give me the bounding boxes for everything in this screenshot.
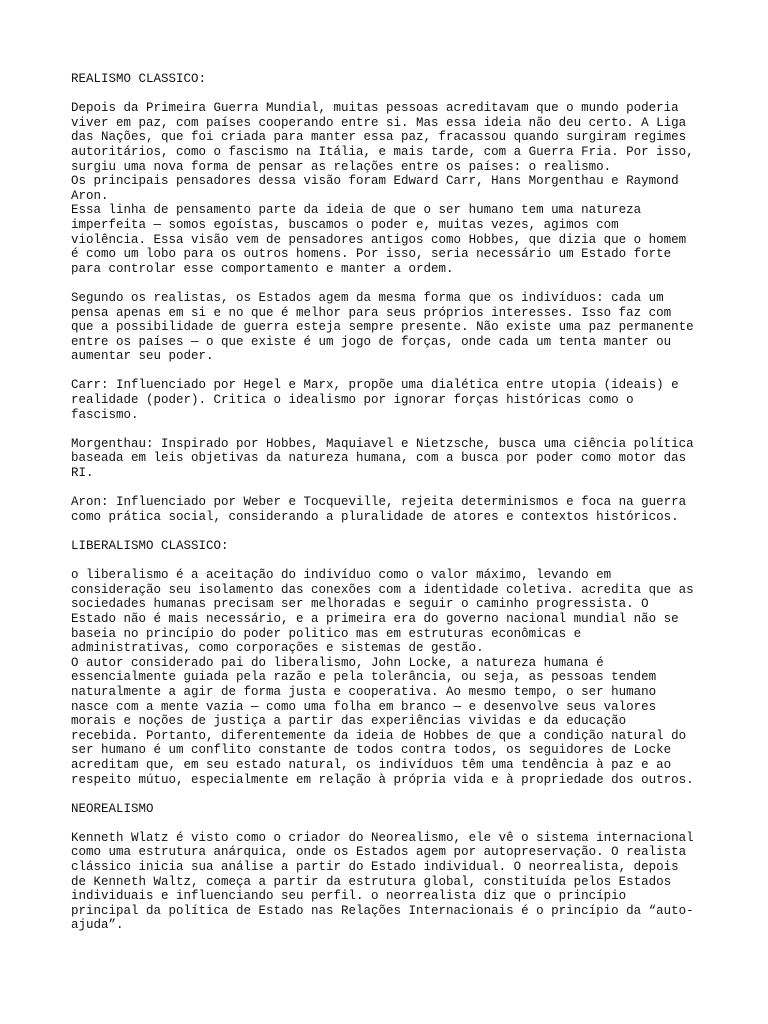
paragraph-liberalismo: o liberalismo é a aceitação do indivíduo como o valor máximo, levando em consideração seu isolamento das conexões com a identidade coletiva. acredita que as sociedades humanas precisam ser melhoradas e seguir o caminho progressista. O Estado não é mais necessário, e a primeira era do governo nacional mundial não se baseia no princípio do poder politico mas em estruturas econômicas e administrativas, como corporações e sistemas de gestão. O autor considerado pai do liberalismo, John Locke, a natureza humana é essencialmente guiada pela razão e pela tolerância, ou seja, as pessoas tendem naturalmente a agir de forma justa e cooperativa. Ao mesmo tempo, o ser humano nasce com a mente vazia — como uma folha em branco — e desenvolve seus valores morais e noções de justiça a partir das experiências vividas e da educação recebida. Portanto, diferentemente da ideia de Hobbes de que a condição natural do ser humano é um conflito constante de todos contra todos, os seguidores de Locke acreditam que, em seu estado natural, os indivíduos têm uma tendência à paz e ao respeito mútuo, especialmente em relação à própria vida e à propriedade dos outros. (71, 568, 694, 787)
section-heading-realismo: REALISMO CLASSICO: (71, 72, 207, 86)
paragraph-aron: Aron: Influenciado por Weber e Tocqueville, rejeita determinismos e foca na guerra como prática social, considerando a pluralidade de atores e contextos históricos. (71, 495, 687, 524)
document-page (71, 72, 701, 948)
section-heading-neorealismo: NEOREALISMO (71, 801, 154, 816)
paragraph-neorealismo: Kenneth Wlatz é visto como o criador do Neorealismo, ele vê o sistema internacional como uma estrutura anárquica, onde os Estados agem por autopreservação. O realista clássico inicia sua análise a partir do Estado individual. O neorrealista, depois de Kenneth Waltz, começa a partir da estrutura global, constituída pelos Estados individuais e influenciando seu perfil. o neorrealista diz que o princípio principal da política de Estado nas Relações Internacionais é o princípio da “auto- ajuda”. (71, 830, 694, 933)
section-heading-liberalismo: LIBERALISMO CLASSICO: (71, 539, 229, 553)
paragraph-realismo-intro: Depois da Primeira Guerra Mundial, muitas pessoas acreditavam que o mundo poderia viver em paz, com países cooperando entre si. Mas essa ideia não deu certo. A Liga das Nações, que foi criada para manter essa paz, fracassou quando surgiram regimes autoritários, como o fascismo na Itália, e mais tarde, com a Guerra Fria. Por isso, surgiu uma nova forma de pensar as relações entre os países: o realismo. Os principais pensadores dessa visão foram Edward Carr, Hans Morgenthau e Raymond Aron. Essa linha de pensamento parte da ideia de que o ser humano tem uma natureza imperfeita — somos egoístas, buscamos o poder e, muitas vezes, agimos com violência. Essa visão vem de pensadores antigos como Hobbes, que dizia que o homem é como um lobo para os outros homens. Por isso, seria necessário um Estado forte para controlar esse comportamento e manter a ordem. (71, 101, 694, 276)
paragraph-realismo-estados: Segundo os realistas, os Estados agem da mesma forma que os indivíduos: cada um pensa apenas em si e no que é melhor para seus próprios interesses. Isso faz com que a possibilidade de guerra esteja sempre presente. Não existe uma paz permanente entre os países — o que existe é um jogo de forças, onde cada um tenta manter ou aumentar seu poder. (71, 290, 694, 364)
paragraph-carr: Carr: Influenciado por Hegel e Marx, propõe uma dialética entre utopia (ideais) e realidade (poder). Critica o idealismo por ignorar forças históricas como o fascismo. (71, 378, 679, 422)
paragraph-morgenthau: Morgenthau: Inspirado por Hobbes, Maquiavel e Nietzsche, busca uma ciência política baseada em leis objetivas da natureza humana, com a busca por poder como motor das RI. (71, 436, 694, 481)
